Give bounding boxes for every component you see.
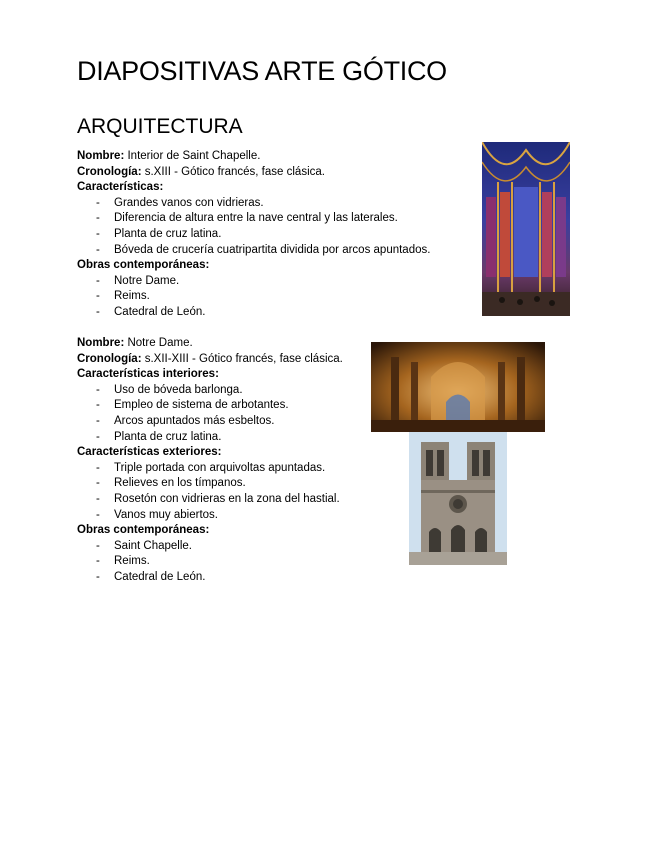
caracteristicas-list (77, 196, 477, 258)
list-item: - Uso de bóveda barlonga. (77, 383, 477, 399)
list-item: - Catedral de León. (77, 570, 477, 586)
list-item: - Planta de cruz latina. (77, 430, 477, 446)
nombre-label: Nombre: (77, 337, 125, 349)
cronologia-label: Cronología: (77, 165, 142, 178)
list-item: - Triple portada con arquivoltas apuntadas. (77, 461, 477, 477)
list-item: - Catedral de León. (77, 305, 477, 321)
cronologia-line (77, 165, 477, 181)
obras-label: Obras contemporáneas: (77, 259, 210, 272)
list-item: - Vanos muy abiertos. (77, 508, 477, 524)
list-item: - Relieves en los tímpanos. (77, 476, 477, 492)
list-item: - Bóveda de crucería cuatripartita dividida por arcos apuntados. (77, 243, 477, 259)
nombre-line (77, 149, 477, 165)
list-item: - Saint Chapelle. (77, 539, 477, 555)
obras-list (77, 274, 477, 321)
list-item: - Arcos apuntados más esbeltos. (77, 414, 477, 430)
exteriores-label: Características exteriores: (77, 446, 222, 459)
cronologia-label: Cronología: (77, 352, 142, 365)
list-item: - Reims. (77, 554, 477, 570)
obras-label: Obras contemporáneas: (77, 524, 210, 537)
list-item: - Rosetón con vidrieras en la zona del hastial. (77, 492, 477, 508)
nombre-label: Nombre: (77, 150, 125, 162)
caracteristicas-label: Características: (77, 181, 164, 194)
section-heading: ARQUITECTURA (77, 115, 243, 138)
list-item: - Notre Dame. (77, 274, 477, 290)
nombre-value: Notre Dame. (124, 337, 193, 349)
saint-chapelle-photo (482, 142, 570, 316)
entry-saint-chapelle (77, 149, 477, 321)
document-title: DIAPOSITIVAS ARTE GÓTICO (77, 56, 447, 86)
interiores-label: Características interiores: (77, 368, 219, 381)
list-item: - Diferencia de altura entre la nave central y las laterales. (77, 211, 477, 227)
notre-dame-facade-photo (409, 432, 507, 565)
list-item: - Empleo de sistema de arbotantes. (77, 398, 477, 414)
list-item: - Planta de cruz latina. (77, 227, 477, 243)
nombre-value: Interior de Saint Chapelle. (124, 150, 261, 162)
notre-dame-interior-photo (371, 342, 545, 432)
cronologia-value: s.XIII - Gótico francés, fase clásica. (141, 165, 325, 178)
cronologia-value: s.XII-XIII - Gótico francés, fase clásica. (141, 352, 343, 365)
list-item: - Reims. (77, 289, 477, 305)
list-item: - Grandes vanos con vidrieras. (77, 196, 477, 212)
